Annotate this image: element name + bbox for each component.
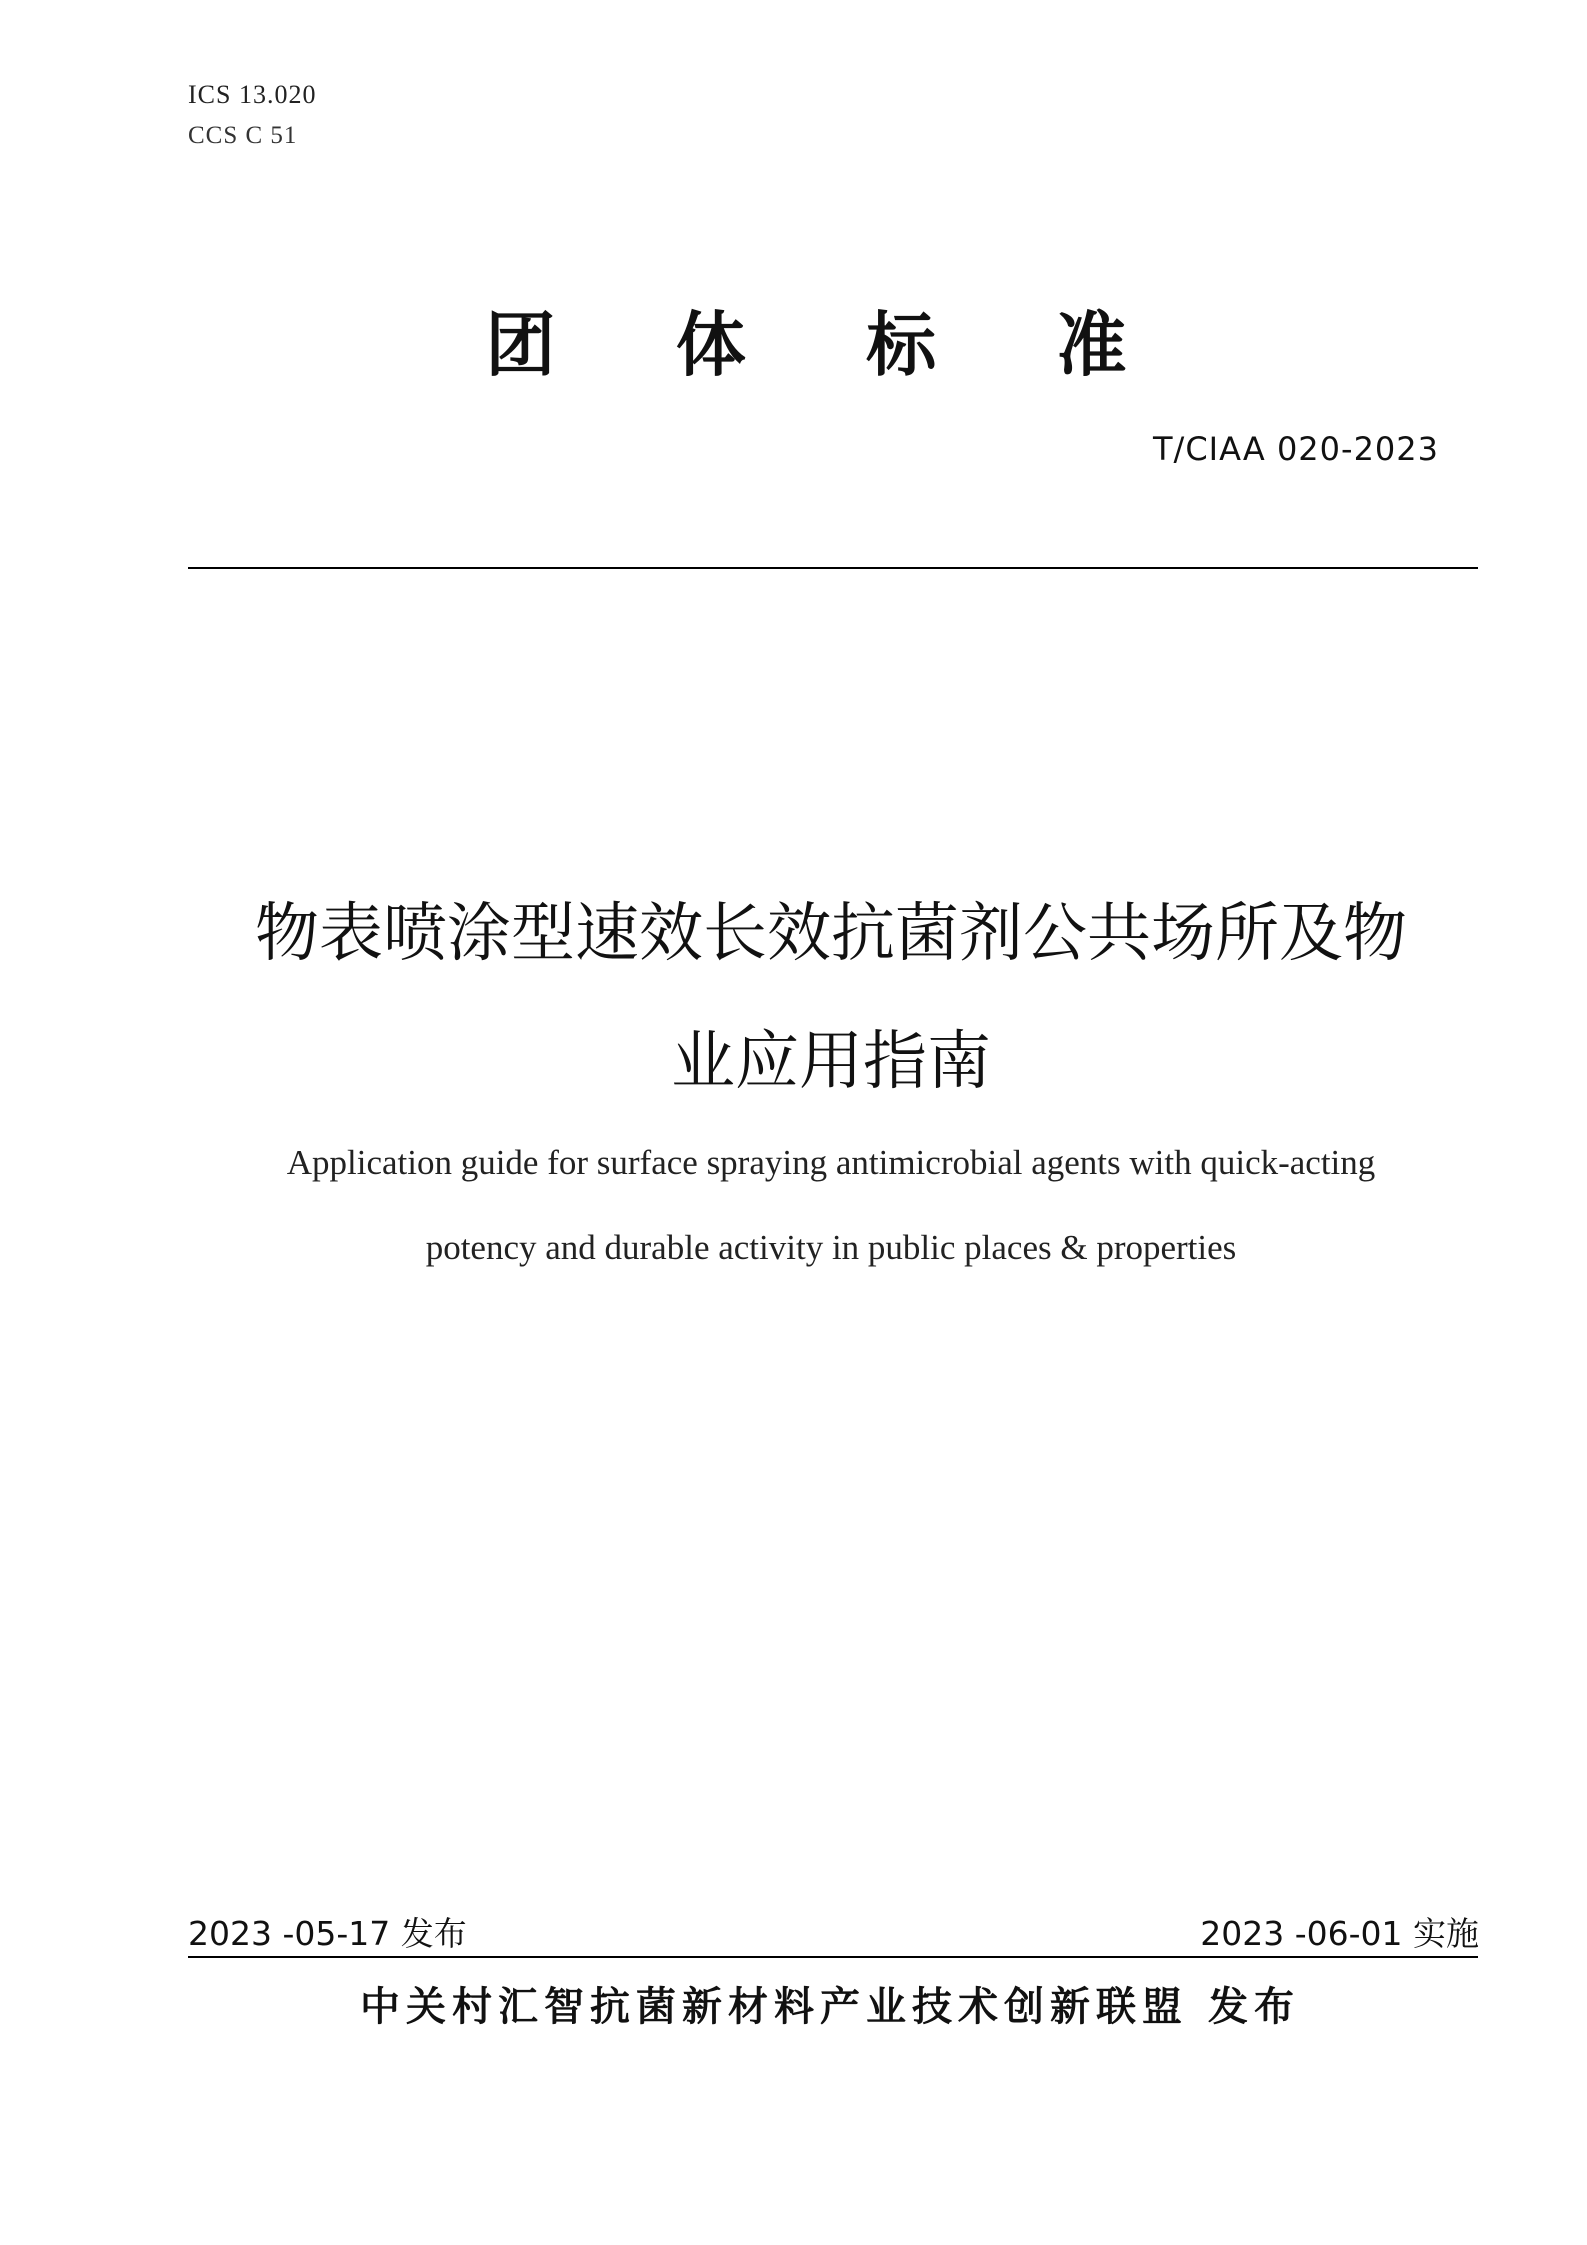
chinese-title	[190, 870, 1472, 1126]
top-divider	[188, 567, 1478, 569]
english-title-line-2: potency and durable activity in public places & properties	[425, 1228, 1237, 1267]
ccs-code: CCS C 51	[188, 122, 298, 149]
ics-code: ICS 13.020	[188, 80, 317, 109]
standard-code: T/CIAA 020-2023	[1152, 430, 1439, 468]
chinese-title-line-2: 业应用指南	[671, 1025, 991, 1099]
bottom-divider	[188, 1956, 1478, 1958]
english-title-line-1: Application guide for surface spraying antimicrobial agents with quick-acting	[286, 1143, 1376, 1182]
standard-type-heading: 团 体 标 准	[485, 303, 1175, 386]
publish-date: 2023 -05-17 发布	[188, 1914, 467, 1953]
effective-date: 2023 -06-01 实施	[1200, 1914, 1479, 1953]
publisher: 中关村汇智抗菌新材料产业技术创新联盟 发布	[360, 1983, 1300, 2030]
english-title	[200, 1120, 1462, 1290]
chinese-title-line-1: 物表喷涂型速效长效抗菌剂公共场所及物	[255, 897, 1407, 971]
